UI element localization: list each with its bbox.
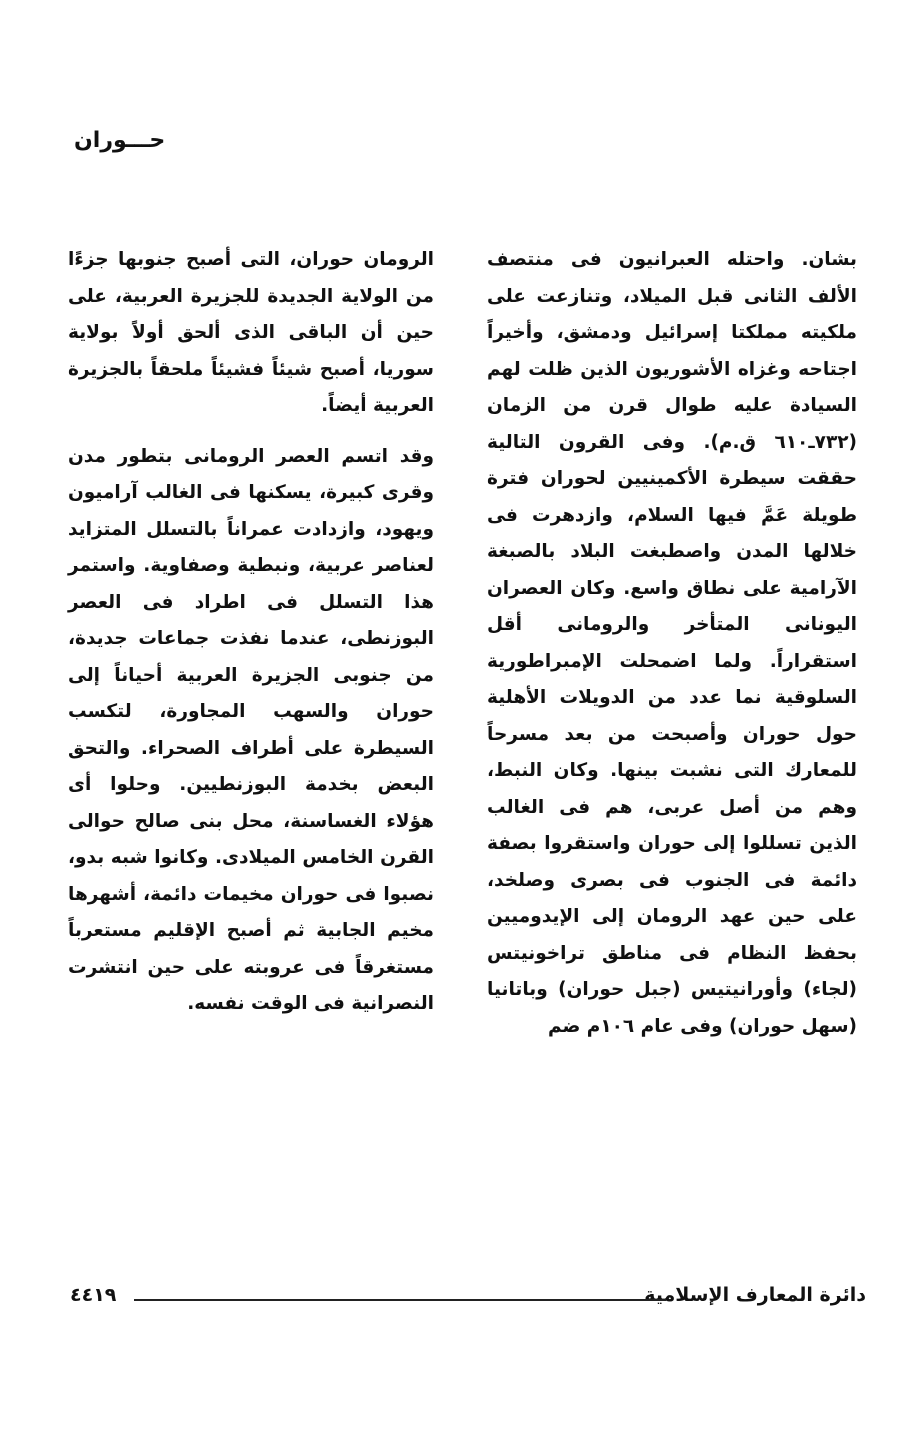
- text-column-right: [487, 242, 857, 1045]
- text-column-left: [68, 242, 434, 1023]
- running-header-title: حـــوران: [74, 128, 166, 153]
- paragraph: بشان. واحتله العبرانيون فى منتصف الألف الثانى قبل الميلاد، وتنازعت على ملكيته مملكتا إسرائيل ودمشق، وأخيراً اجتاحه وغزاه الأشوريون الذين ظلت لهم السيادة عليه طوال قرن من الزمان (٧٣٢ـ٦١٠ ق.م). وفى القرون التالية حققت سيطرة الأكمينيين لحوران فترة طويلة عَمَّ فيها السلام، وازدهرت فى خلالها المدن واصطبغت البلاد بالصبغة الآرامية على نطاق واسع. وكان العصران اليونانى المتأخر والرومانى أقل استقراراً. ولما اضمحلت الإمبراطورية السلوقية نما عدد من الدويلات الأهلية حول حوران وأصبحت من بعد مسرحاً للمعارك التى نشبت بينها. وكان النبط، وهم من أصل عربى، هم فى الغالب الذين تسللوا إلى حوران واستقروا بصفة دائمة فى الجنوب فى بصرى وصلخد، على حين عهد الرومان إلى الإيدوميين بحفظ النظام فى مناطق تراخونيتس (لجاء) وأورانيتيس (جبل حوران) وباتانيا (سهل حوران) وفى عام ١٠٦م ضم: [487, 249, 857, 1037]
- footer-divider-line: [134, 1299, 666, 1301]
- page-footer: [68, 1284, 866, 1314]
- paragraph: وقد اتسم العصر الرومانى بتطور مدن وقرى كبيرة، يسكنها فى الغالب آراميون ويهود، وازدادت عمراناً بالتسلل المتزايد لعناصر عربية، ونبطية وصفاوية. واستمر هذا التسلل فى اطراد فى العصر البوزنطى، عندما نفذت جماعات جديدة، من جنوبى الجزيرة العربية أحياناً إلى حوران والسهب المجاورة، لتكسب السيطرة على أطراف الصحراء. والتحق البعض بخدمة البوزنطيين. وحلوا أى هؤلاء الغساسنة، محل بنى صالح حوالى القرن الخامس الميلادى. وكانوا شبه بدو، نصبوا فى حوران مخيمات دائمة، أشهرها مخيم الجابية ثم أصبح الإقليم مستعرباً مستغرقاً فى عروبته على حين انتشرت النصرانية فى الوقت نفسه.: [68, 445, 434, 1014]
- page-number: ٤٤١٩: [70, 1284, 117, 1306]
- paragraph: الرومان حوران، التى أصبح جنوبها جزءًا من الولاية الجديدة للجزيرة العربية، على حين أن الباقى الذى ألحق أولاً بولاية سوريا، أصبح شيئاً فشيئاً ملحقاً بالجزيرة العربية أيضاً.: [68, 249, 434, 416]
- footer-publication-title: دائرة المعارف الإسلامية: [644, 1284, 866, 1306]
